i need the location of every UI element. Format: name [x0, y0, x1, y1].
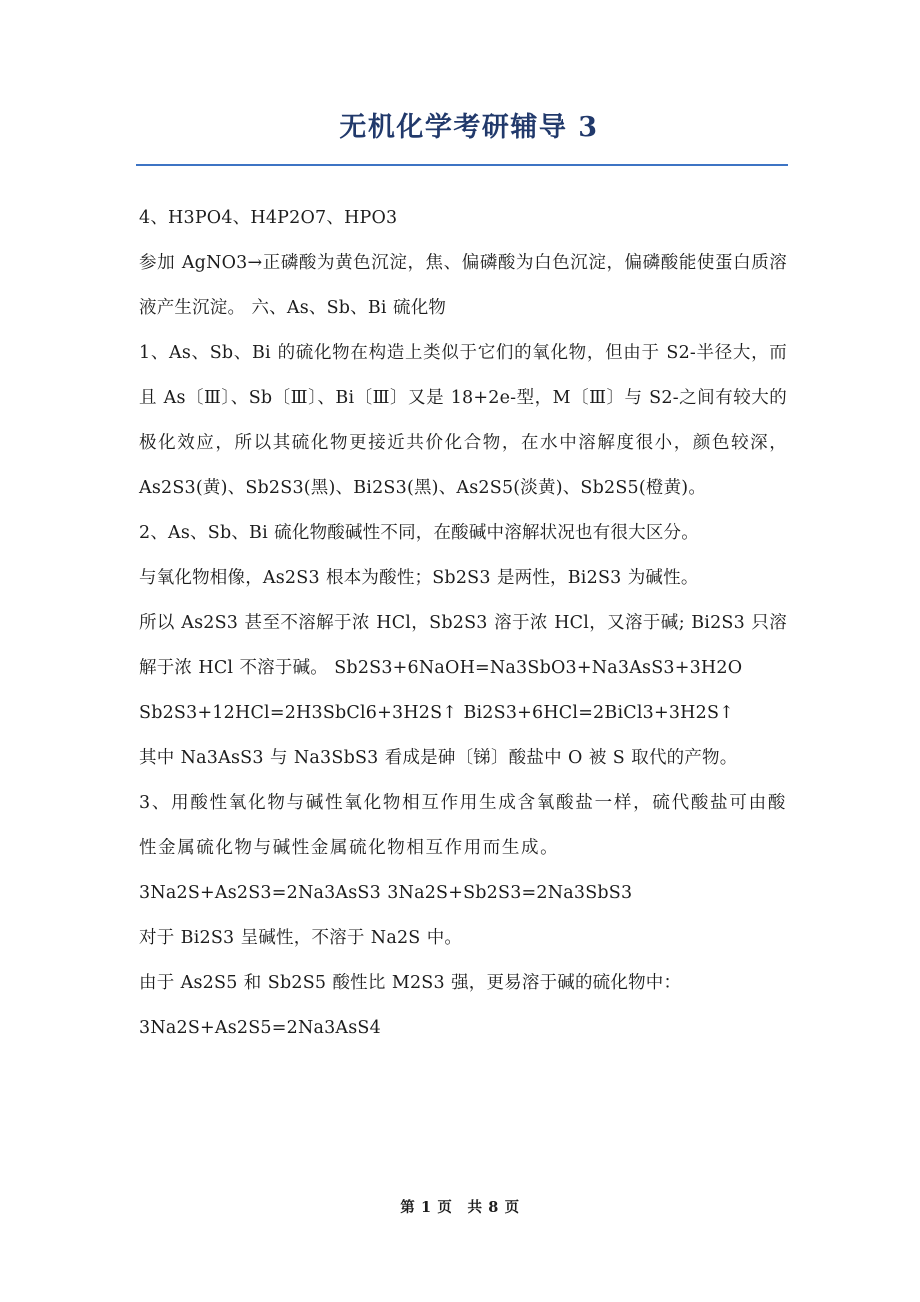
paragraph-sulfide-structure: 1、As、Sb、Bi 的硫化物在构造上类似于它们的氧化物，但由于 S2-半径大，而且 As〔Ⅲ〕、Sb〔Ⅲ〕、Bi〔Ⅲ〕又是 18+2e-型，M〔Ⅲ〕与 S2-之间有较大的极化效应，所以其硫化物更接近共价化合物，在水中溶解度很小，颜色较深，As2S3(黄)、Sb2S3(黑)、Bi2S3(黑)、As2S5(淡黄)、Sb2S5(橙黄)。	[139, 343, 787, 498]
title-divider	[136, 164, 788, 166]
title-block	[136, 108, 790, 166]
paragraph-equation-hcl-reactions: Sb2S3+12HCl=2H3SbCl6+3H2S↑ Bi2S3+6HCl=2BiCl3+3H2S↑	[139, 703, 735, 723]
paragraph-equation-as2s5: 3Na2S+As2S5=2Na3AsS4	[139, 1018, 381, 1038]
paragraph-acid-base-difference: 2、As、Sb、Bi 硫化物酸碱性不同，在酸碱中溶解状况也有很大区分。	[139, 523, 699, 543]
paragraph-acid-formulas: 4、H3PO4、H4P2O7、HPO3	[139, 208, 398, 228]
paragraph-agno3-precipitation: 参加 AgNO3→正磷酸为黄色沉淀，焦、偏磷酸为白色沉淀，偏磷酸能使蛋白质溶液产生沉淀。 六、As、Sb、Bi 硫化物	[139, 253, 787, 318]
page-footer	[0, 1196, 920, 1217]
paragraph-as2s5-acidity: 由于 As2S5 和 Sb2S5 酸性比 M2S3 强，更易溶于碱的硫化物中：	[139, 973, 682, 993]
page-title: 无机化学考研辅导 3	[339, 112, 599, 143]
paragraph-bi2s3-basic: 对于 Bi2S3 呈碱性，不溶于 Na2S 中。	[139, 928, 463, 948]
paragraph-thio-salt-note: 其中 Na3AsS3 与 Na3SbS3 看成是砷〔锑〕酸盐中 O 被 S 取代的产物。	[139, 748, 738, 768]
paragraph-equation-na2s-reactions: 3Na2S+As2S3=2Na3AsS3 3Na2S+Sb2S3=2Na3SbS3	[139, 883, 633, 903]
paragraph-hcl-solubility: 所以 As2S3 甚至不溶解于浓 HCl，Sb2S3 溶于浓 HCl，又溶于碱; Bi2S3 只溶解于浓 HCl 不溶于碱。 Sb2S3+6NaOH=Na3SbO3+Na3AsS3+3H2O	[139, 613, 787, 678]
paragraph-oxide-comparison: 与氧化物相像，As2S3 根本为酸性；Sb2S3 是两性，Bi2S3 为碱性。	[139, 568, 699, 588]
page-number-label: 第 1 页 共 8 页	[400, 1199, 520, 1216]
document-body	[139, 196, 787, 1051]
paragraph-thioacid-formation: 3、用酸性氧化物与碱性氧化物相互作用生成含氧酸盐一样，硫代酸盐可由酸性金属硫化物与碱性金属硫化物相互作用而生成。	[139, 793, 787, 858]
